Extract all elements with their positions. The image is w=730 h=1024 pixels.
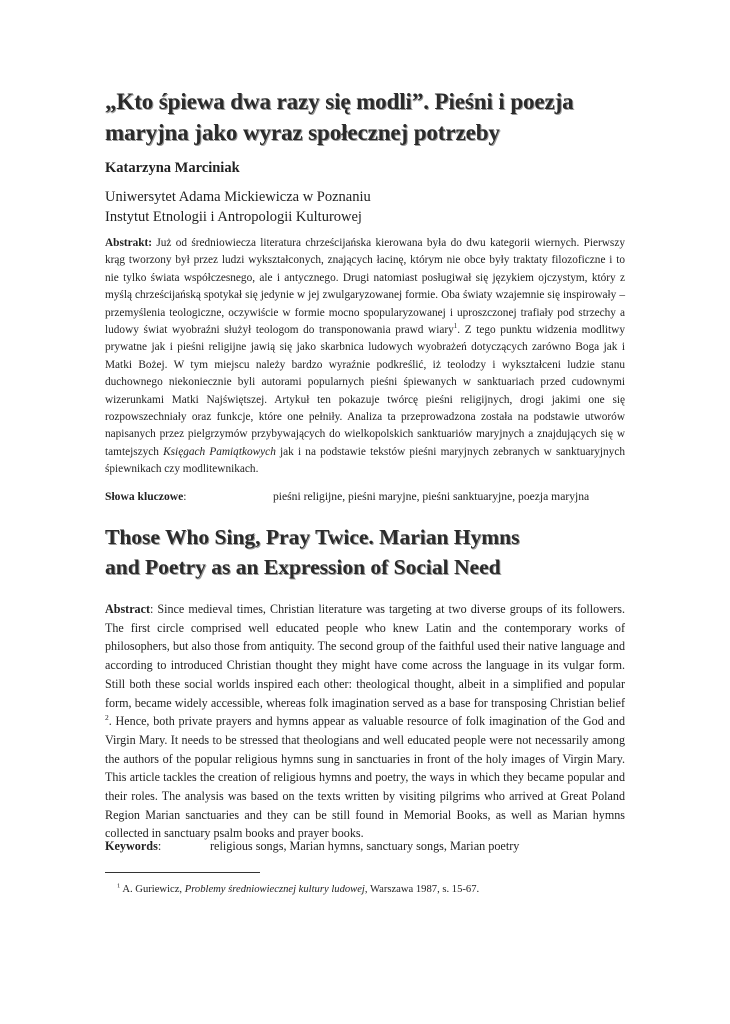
footnote-author: A. Guriewicz, [120,884,185,895]
keywords-pl-values: pieśni religijne, pieśni maryjne, pieśni sanktuaryjne, poezja maryjna [273,490,590,503]
article-title-pl [105,86,645,148]
abstract-en-text-1: : Since medieval times, Christian literature was targeting at two diverse groups of its followers. The first circle comprised well educated people who knew Latin and the contemporary works of philosophers, but also those from antiquity. The second group of the faithful used their native language and according to introduced Christian thought they might have come across the language in its vulgar form. Still both these social worlds inspired each other: theological thought, albeit in a simplified and popular form, became widely accessible, whereas folk imagination served as a base for transposing Christian belief [105,602,625,710]
keywords-pl-colon: : [183,490,187,503]
title-en-line-2: and Poetry as an Expression of Social Need [105,555,501,579]
footnote-1 [117,882,637,897]
keywords-pl [105,488,635,505]
title-en-line-1: Those Who Sing, Pray Twice. Marian Hymns [105,525,520,549]
abstract-pl-label: Abstrakt: [105,237,153,249]
keywords-en-values: religious songs, Marian hymns, sanctuary songs, Marian poetry [210,839,520,853]
title-pl-line-1: „Kto śpiewa dwa razy się modli”. Pieśni i poezja [105,89,574,114]
footnote-ref-1[interactable]: 1 [453,322,458,331]
article-title-en [105,522,665,582]
footnote-number: 1 [117,882,121,890]
keywords-en [105,837,635,855]
footnote-ref-2[interactable]: 2 [105,713,109,723]
abstract-en-text-2: . Hence, both private prayers and hymns appear as valuable resource of folk imagination of the God and Virgin Mary. It needs to be stressed that theologians and well educated people were not necessarily among the authors of the popular religious hymns sung in sanctuaries in front of the holy images of Virgin Mary. This article tackles the creation of religious hymns and poetry, the ways in which they became popular and their roles. The analysis was based on the texts written by visiting pilgrims who arrived at Great Poland Region Marian sanctuaries and they can be still found in Memorial Books, as well as Marian hymns collected in sanctuary psalm books and prayer books. [105,714,625,841]
keywords-en-colon: : [157,839,162,853]
abstract-pl-text-1: Już od średniowiecza literatura chrześcijańska kierowana była do dwu kategorii wiernych. Pierwszy krąg tworzony był przez ludzi wykształconych, znających łacinę, którym nie obce były traktaty filozoficzne i to nie tylko świata współczesnego, ale i antycznego. Drugi natomiast posługiwał się językiem ojczystym, który z myślą chrześcijańską spotykał się jedynie w jej zwulgaryzowanej formie. Oba światy wzajemnie się inspirowały – przemyślenia teologiczne, oczywiście w formie mocno spopularyzowanej i uproszczonej trafiały pod strzechy a ludowy świat wyobraźni służył teologom do transponowania prawd wiary [105,237,625,337]
abstract-pl-book-title: Księgach Pamiątkowych [163,445,276,458]
affiliation [105,187,625,227]
footnote-divider [105,872,260,873]
abstract-en [105,600,625,843]
footnote-work-title: Problemy średniowiecznej kultury ludowej [184,884,365,895]
title-pl-line-2: maryjna jako wyraz społecznej potrzeby [105,120,500,145]
footnote-details: , Warszawa 1987, s. 15-67. [364,884,480,895]
abstract-pl-text-2: . Z tego punktu widzenia modlitwy prywatne jak i pieśni religijne jawią się jako skarbnica ludowych wyobrażeń dotyczących zarówno Boga jak i Matki Bożej. W tym miejscu należy bardzo wyraźnie podkreślić, iż teolodzy i wykształceni ludzie stanu duchownego niekoniecznie byli autorami popularnych pieśni śpiewanych w sanktuariach przed cudownymi wizerunkami Matki Najświętszej. Artykuł ten pokazuje twórcę pieśni religijnych, drogi jakimi one się rozpowszechniały oraz funkcje, które one pełniły. Analiza ta przeprowadzona została na podstawie utworów napisanych przez pielgrzymów przybywających do wielkopolskich sanktuariów maryjnych a znajdujących się w tamtejszych [105,324,625,458]
keywords-en-label: Keywords [105,839,158,853]
author-name: Katarzyna Marciniak [105,160,240,176]
affiliation-university: Uniwersytet Adama Mickiewicza w Poznaniu [105,189,371,205]
abstract-pl-text-3: jak i na podstawie tekstów pieśni maryjnych zebranych w sanktuaryjnych śpiewnikach czy modlitewnikach. [105,445,625,476]
keywords-pl-label: Słowa kluczowe [105,490,184,503]
abstract-en-label: Abstract [105,602,151,616]
affiliation-institute: Instytut Etnologii i Antropologii Kulturowej [105,209,362,225]
abstract-pl [105,235,625,479]
